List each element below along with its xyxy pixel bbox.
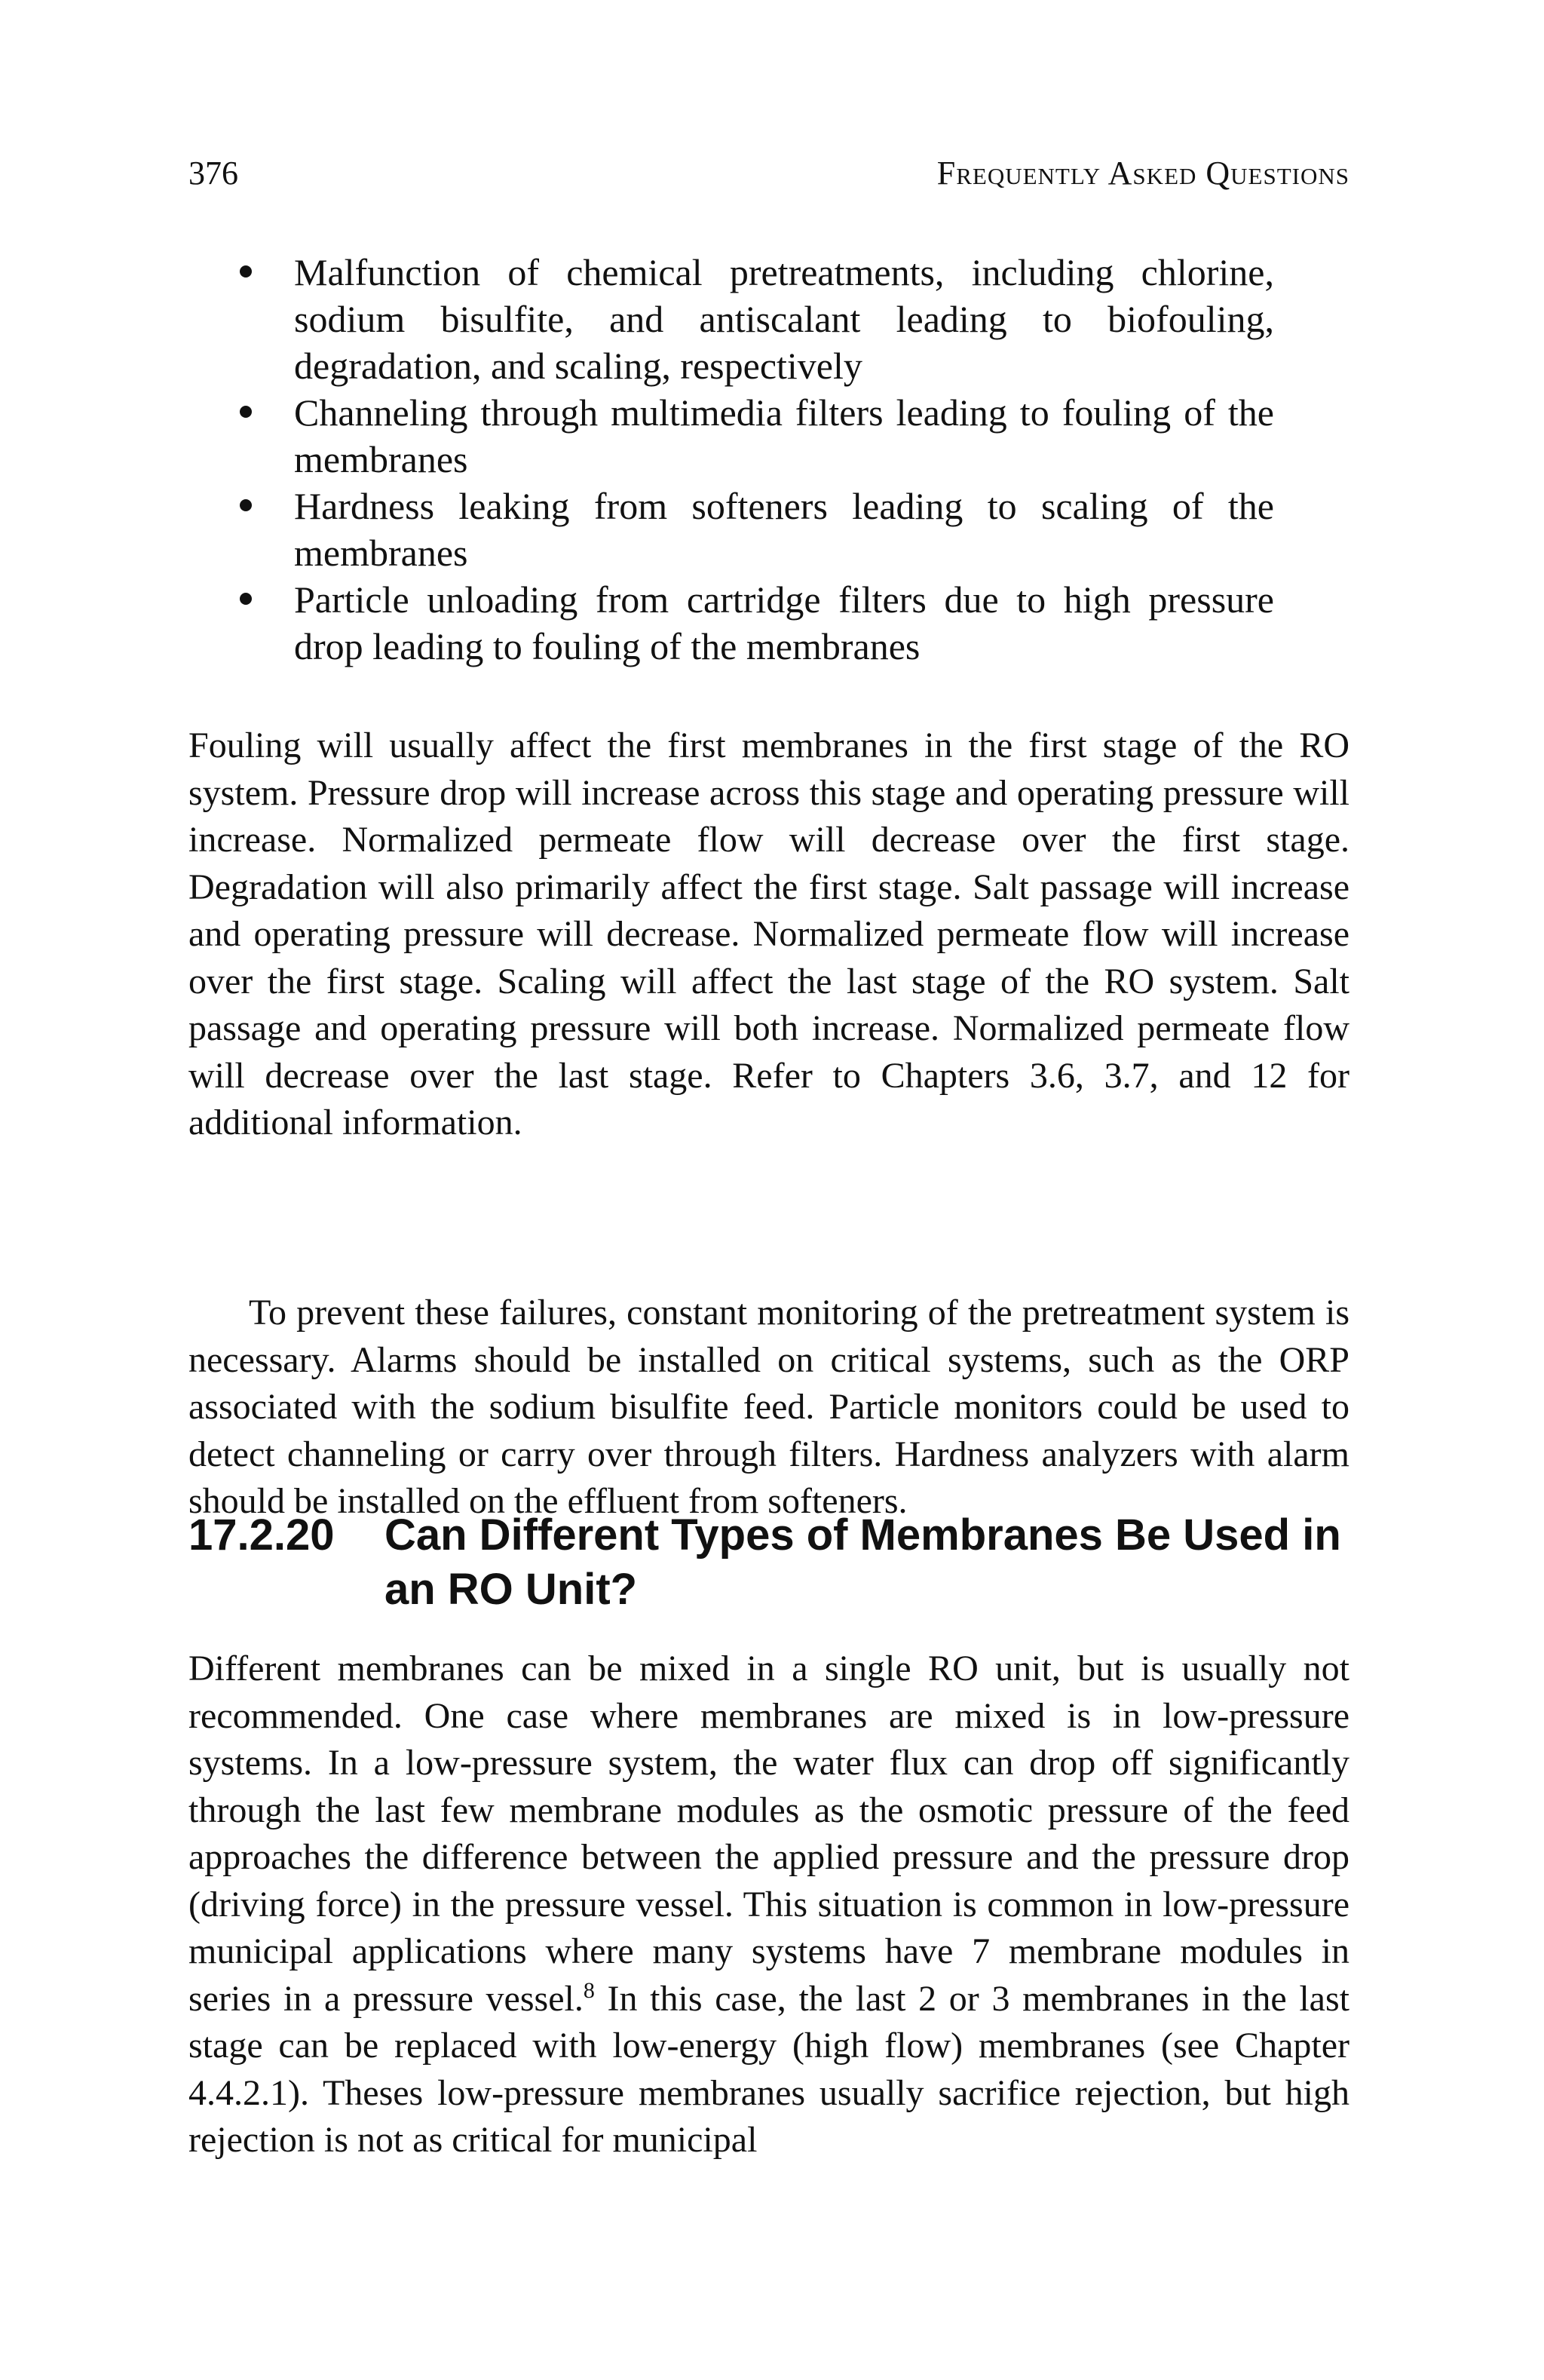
bullet-icon xyxy=(240,499,252,511)
paragraph-text: In this case, the last 2 or 3 membranes in the last stage can be replaced with low-energy (high flow) membranes (see Chapter 4.4.2.1). Theses low-pressure membranes usually sacrifice rejection, but high rejection is not as critical for municipal xyxy=(188,1978,1350,2160)
paragraph-fouling: Fouling will usually affect the first membranes in the first stage of the RO system. Pressure drop will increase across this stage and operating pressure will increase. Normalized permeate flow will decrease over the first stage. Degradation will also primarily affect the first stage. Salt passage will increase and operating pressure will decrease. Normalized permeate flow will increase over the first stage. Scaling will affect the last stage of the RO system. Salt passage and operating pressure will both increase. Normalized permeate flow will decrease over the last stage. Refer to Chapters 3.6, 3.7, and 12 for additional information. xyxy=(188,725,1349,1142)
paragraph-prevention: To prevent these failures, constant monitoring of the pretreatment system is necessary. Alarms should be installed on critical systems, such as the ORP associated with the sodium bisulfite feed. Particle monitors could be used to detect channeling or carry over through filters. Hardness analyzers with alarm should be installed on the effluent from softeners. xyxy=(188,1293,1349,1521)
list-item xyxy=(234,389,1274,483)
paragraph-text: Different membranes can be mixed in a single RO unit, but is usually not recommended. One case where membranes are mixed is in low-pressure systems. In a low-pressure system, the water flux can drop off significantly through the last few membrane modules as the osmotic pressure of the feed approaches the difference between the applied pressure and the pressure drop (driving force) in the pressure vessel. This situation is common in low-pressure municipal applications where many systems have 7 membrane modules in series in a pressure vessel. xyxy=(188,1649,1349,2019)
list-item xyxy=(234,249,1274,389)
footnote-reference[interactable]: 8 xyxy=(583,1977,595,2003)
bullet-list xyxy=(234,249,1274,670)
list-item-text: Hardness leaking from softeners leading to scaling of the membranes xyxy=(294,485,1274,574)
bullet-icon xyxy=(240,265,252,278)
list-item xyxy=(234,576,1274,670)
list-item xyxy=(234,483,1274,576)
page-header xyxy=(188,151,1349,196)
section-number: 17.2.20 xyxy=(188,1511,335,1560)
running-head: Frequently Asked Questions xyxy=(936,155,1349,192)
list-item-text: Channeling through multimedia filters leading to fouling of the membranes xyxy=(294,391,1274,480)
paragraph-mixed-membranes xyxy=(188,1645,1349,2164)
bullet-icon xyxy=(240,406,252,418)
section-title: Can Different Types of Membranes Be Used in an RO Unit? xyxy=(384,1511,1341,1614)
list-item-text: Particle unloading from cartridge filters due to high pressure drop leading to fouling of the membranes xyxy=(294,578,1274,667)
list-item-text: Malfunction of chemical pretreatments, including chlorine, sodium bisulfite, and antiscalant leading to biofouling, degradation, and scaling, respectively xyxy=(294,251,1274,387)
bullet-icon xyxy=(240,593,252,605)
page-number: 376 xyxy=(188,155,238,192)
